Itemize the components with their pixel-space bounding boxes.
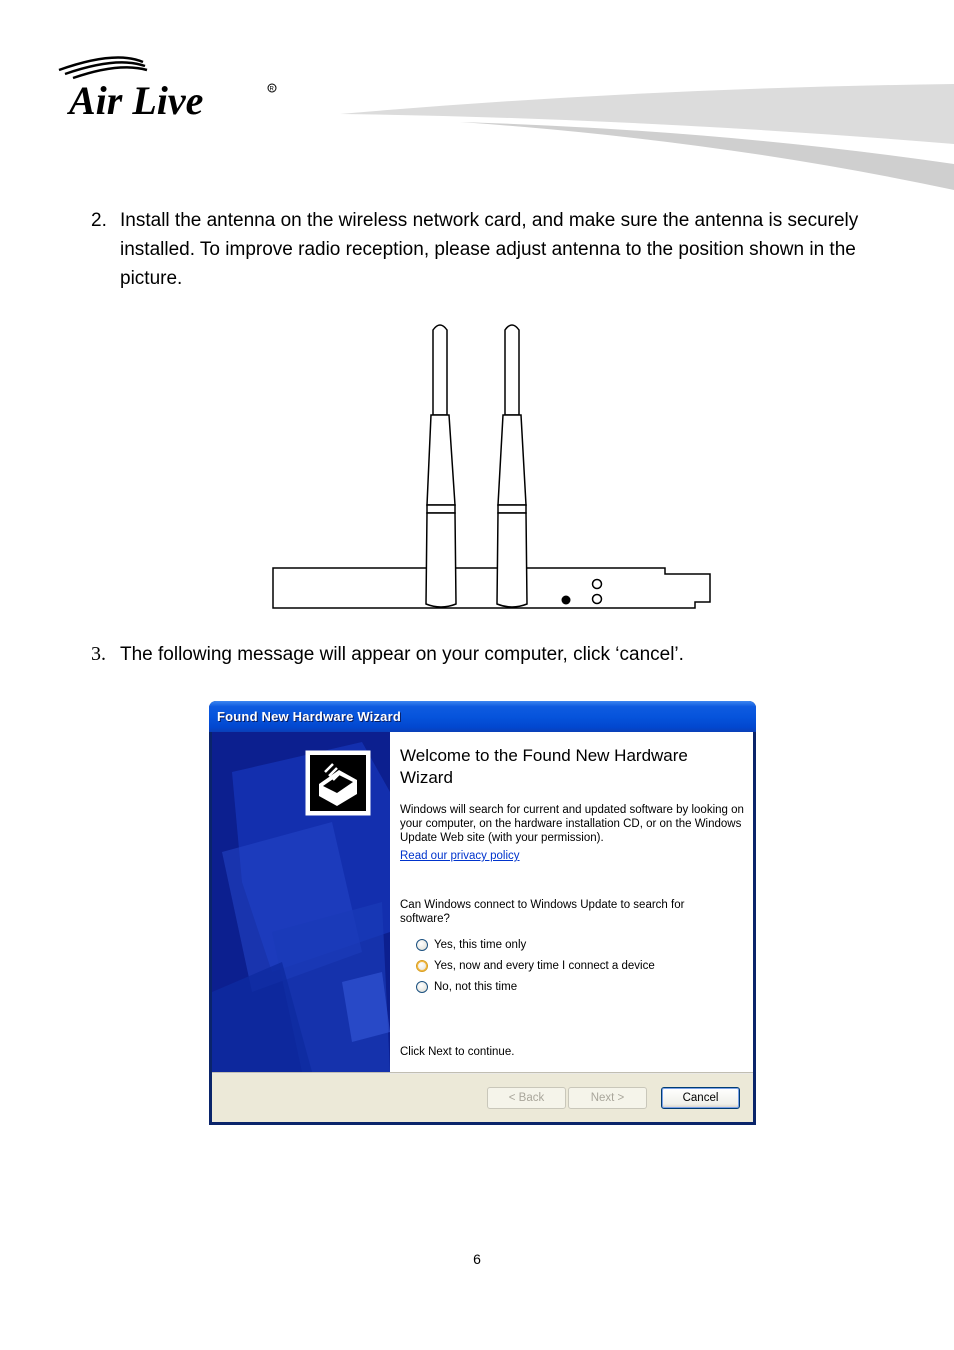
radio-option-label: Yes, now and every time I connect a device	[434, 960, 655, 972]
radio-option-label: No, not this time	[434, 981, 518, 993]
wizard-divider	[212, 1072, 753, 1074]
header-swoosh-icon	[340, 78, 954, 193]
wizard-client-area	[212, 732, 753, 1122]
radio-option-label: Yes, this time only	[434, 939, 527, 951]
next-button[interactable]: Next >	[568, 1087, 647, 1109]
step-3-number: 3.	[91, 643, 106, 665]
radio-button-icon[interactable]	[416, 939, 428, 951]
wizard-heading: Welcome to the Found New Hardware Wizard	[400, 746, 688, 787]
logo-text: Air Live	[69, 78, 204, 122]
page-number: 6	[473, 1251, 481, 1267]
step-2-number: 2.	[91, 210, 107, 231]
wizard-title-bar[interactable]	[209, 701, 756, 732]
step-3-text: The following message will appear on your computer, click ‘cancel’.	[120, 644, 684, 665]
antenna-card-illustration-icon	[270, 318, 714, 614]
step-2-text: Install the antenna on the wireless network card, and make sure the antenna is securely installed. To improve radio reception, please adjust antenna to the position shown in the picture.	[120, 210, 859, 289]
wizard-intro-text: Windows will search for current and updated software by looking on your computer, on the hardware installation CD, or on the Windows Update Web site (with your permission).	[400, 804, 744, 844]
hardware-wizard-icon	[305, 750, 371, 816]
svg-text:R: R	[269, 86, 274, 93]
cancel-button[interactable]: Cancel	[661, 1087, 740, 1109]
airlive-logo-icon	[55, 52, 285, 122]
wizard-side-panel	[212, 732, 390, 1072]
wizard-content-panel	[390, 732, 753, 1072]
wizard-question: Can Windows connect to Windows Update to search for software?	[400, 899, 685, 925]
radio-button-icon[interactable]	[416, 960, 428, 972]
back-button[interactable]: < Back	[487, 1087, 566, 1109]
privacy-policy-link[interactable]: Read our privacy policy	[400, 850, 520, 862]
wizard-continue-text: Click Next to continue.	[400, 1046, 515, 1058]
found-new-hardware-wizard-dialog	[209, 701, 756, 1125]
radio-button-icon[interactable]	[416, 981, 428, 993]
wizard-title: Found New Hardware Wizard	[217, 709, 402, 724]
